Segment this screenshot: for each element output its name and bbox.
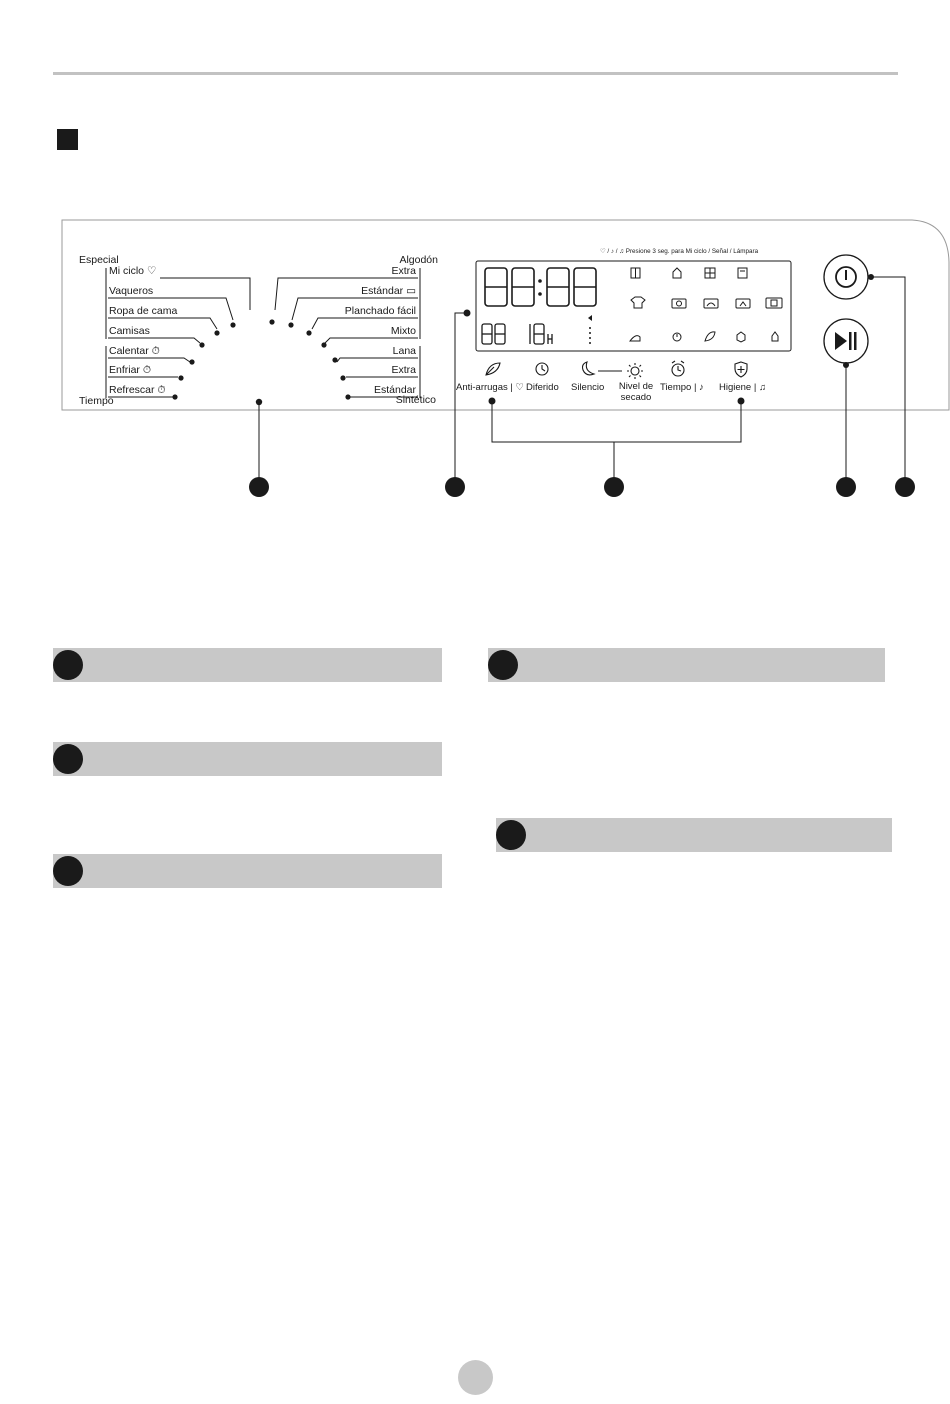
left-item: Refrescar ⏱ [109,384,166,396]
right-item: Mixto [390,325,416,337]
sun-icon [631,367,639,375]
callout-marker-options [604,477,624,497]
callout-marker-dial [249,477,269,497]
hint-text: ♡ / ♪ / ♫ Presione 3 seg. para Mi ciclo / Señal / Lámpara [600,248,759,255]
left-item: Mi ciclo ♡ [109,265,157,277]
callout-marker-start-pause [836,477,856,497]
section-header-bar [488,648,885,682]
program-dots [172,319,350,405]
section-number-dot [488,650,518,680]
section-header-bar [496,818,892,852]
control-nivel-secado[interactable]: Nivel de secado [618,381,654,403]
section-number-dot [53,856,83,886]
right-item: Estándar [373,384,416,396]
section-number-dot [496,820,526,850]
shield-icon [735,362,747,377]
callout-marker-power [895,477,915,497]
right-item: Estándar ▭ [361,285,416,297]
start-pause-button[interactable] [824,319,868,368]
control-tiempo[interactable]: Tiempo | ♪ [660,382,704,393]
control-icons [486,361,747,379]
right-item: Extra [391,265,416,277]
right-item: Extra [391,364,416,376]
display-dotted-indicator [588,315,592,344]
right-item: Planchado fácil [344,305,416,317]
display-main-digits [485,268,596,306]
right-group-bottom-label: Sintético [395,394,436,406]
control-panel-drawing [0,0,950,520]
section-header-bar [53,648,442,682]
page-number-badge [458,1360,493,1395]
control-diferido[interactable]: Diferido [526,382,559,393]
section-number-dot [53,744,83,774]
control-bracket [489,398,744,487]
feather-icon [486,363,500,375]
left-group-title: Especial [79,254,119,266]
power-button[interactable] [824,255,874,299]
section-header-bar [53,742,442,776]
right-group-title: Algodón [399,254,438,266]
display-small-readout [486,233,489,245]
right-item: Lana [392,345,416,357]
status-icons [630,268,782,342]
left-group-bottom-label: Tiempo [79,395,114,407]
section-number-dot [53,650,83,680]
section-header-bar [53,854,442,888]
left-item: Calentar ⏱ [109,345,160,357]
control-higiene[interactable]: Higiene | ♫ [719,382,767,393]
control-silencio[interactable]: Silencio [571,382,605,393]
left-item: Vaqueros [109,285,154,297]
left-item: Ropa de cama [109,305,178,317]
callout-marker-display [445,477,465,497]
display-small-digits [482,324,552,344]
moon-icon [583,362,595,375]
control-anti-arrugas[interactable]: Anti-arrugas | ♡ [456,382,525,393]
left-item: Enfriar ⏱ [109,364,152,376]
left-item: Camisas [109,325,150,337]
